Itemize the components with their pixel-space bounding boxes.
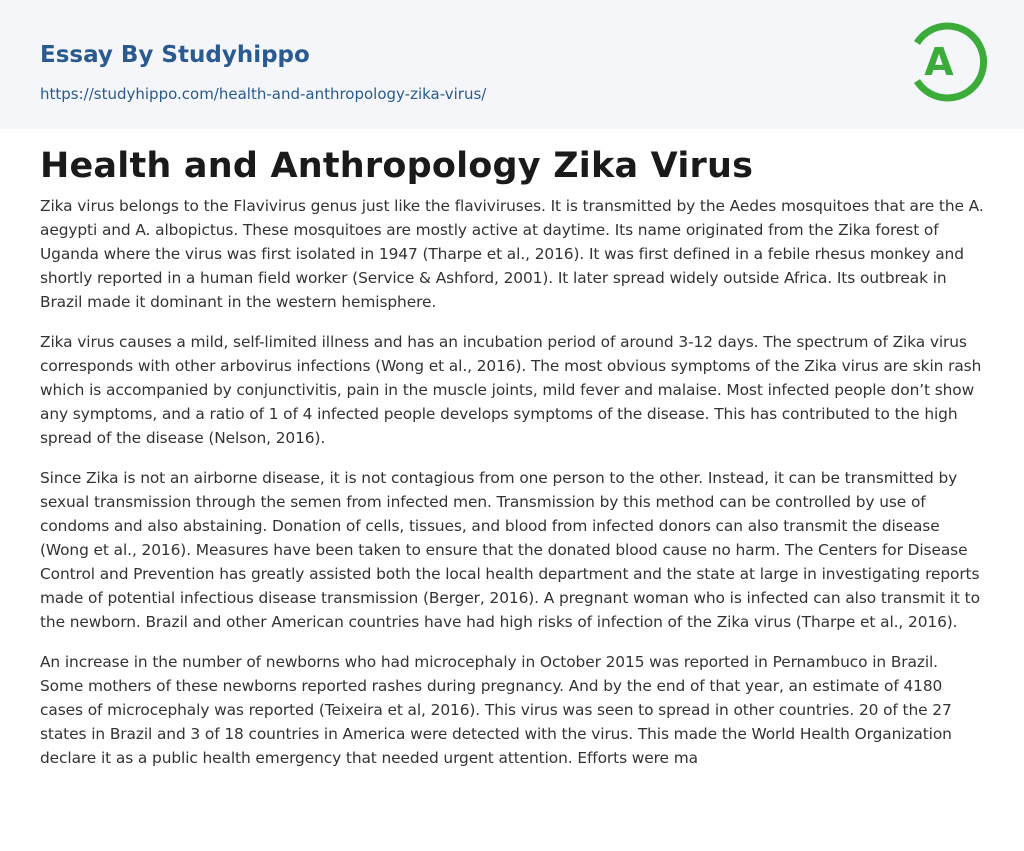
logo-letter: A [924, 40, 954, 84]
essay-paragraph: Since Zika is not an airborne disease, it is not contagious from one person to the other. Instead, it can be transmitted by sexual transmission through the semen from infected men. Transmission by this method can be controlled by use of condoms and also abstaining. Donation of cells, tissues, and blood from infected donors can also transmit the disease (Wong et al., 2016). Measures have been taken to ensure that the donated blood cause no harm. The Centers for Disease Control and Prevention has greatly assisted both the local health department and the state at large in investigating reports made of potential infectious disease transmission (Berger, 2016). A pregnant woman who is infected can also transmit it to the newborn. Brazil and other American countries have had high risks of infection of the Zika virus (Tharpe et al., 2016). [40, 469, 980, 631]
essay-url-link[interactable]: https://studyhippo.com/health-and-anthropology-zika-virus/ [40, 85, 487, 103]
essay-body [40, 194, 984, 798]
essay-paragraph: Zika virus belongs to the Flavivirus genus just like the flaviviruses. It is transmitted by the Aedes mosquitoes that are the A. aegypti and A. albopictus. These mosquitoes are mostly active at daytime. Its name originated from the Zika forest of Uganda where the virus was first isolated in 1947 (Tharpe et al., 2016). It was first defined in a febile rhesus monkey and shortly reported in a human field worker (Service & Ashford, 2001). It later spread widely outside Africa. Its outbreak in Brazil made it dominant in the western hemisphere. [40, 197, 984, 311]
page-title: Health and Anthropology Zika Virus [40, 146, 754, 186]
essay-paragraph: Zika virus causes a mild, self-limited illness and has an incubation period of around 3-12 days. The spectrum of Zika virus corresponds with other arbovirus infections (Wong et al., 2016). The most obvious symptoms of the Zika virus are skin rash which is accompanied by conjunctivitis, pain in the muscle joints, mild fever and malaise. Most infected people don’t show any symptoms, and a ratio of 1 of 4 infected people develops symptoms of the disease. This has contributed to the high spread of the disease (Nelson, 2016). [40, 333, 982, 447]
site-brand[interactable]: Essay By Studyhippo [40, 42, 310, 68]
essay-paragraph: An increase in the number of newborns who had microcephaly in October 2015 was reported in Pernambuco in Brazil. Some mothers of these newborns reported rashes during pregnancy. And by the end of that year, an estimate of 4180 cases of microcephaly was reported (Teixeira et al, 2016). This virus was seen to spread in other countries. 20 of the 27 states in Brazil and 3 of 18 countries in America were detected with the virus. This made the World Health Organization declare it as a public health emergency that needed urgent attention. Efforts were ma [40, 653, 952, 767]
site-header [0, 0, 1024, 129]
studyhippo-logo-icon[interactable] [912, 19, 988, 105]
